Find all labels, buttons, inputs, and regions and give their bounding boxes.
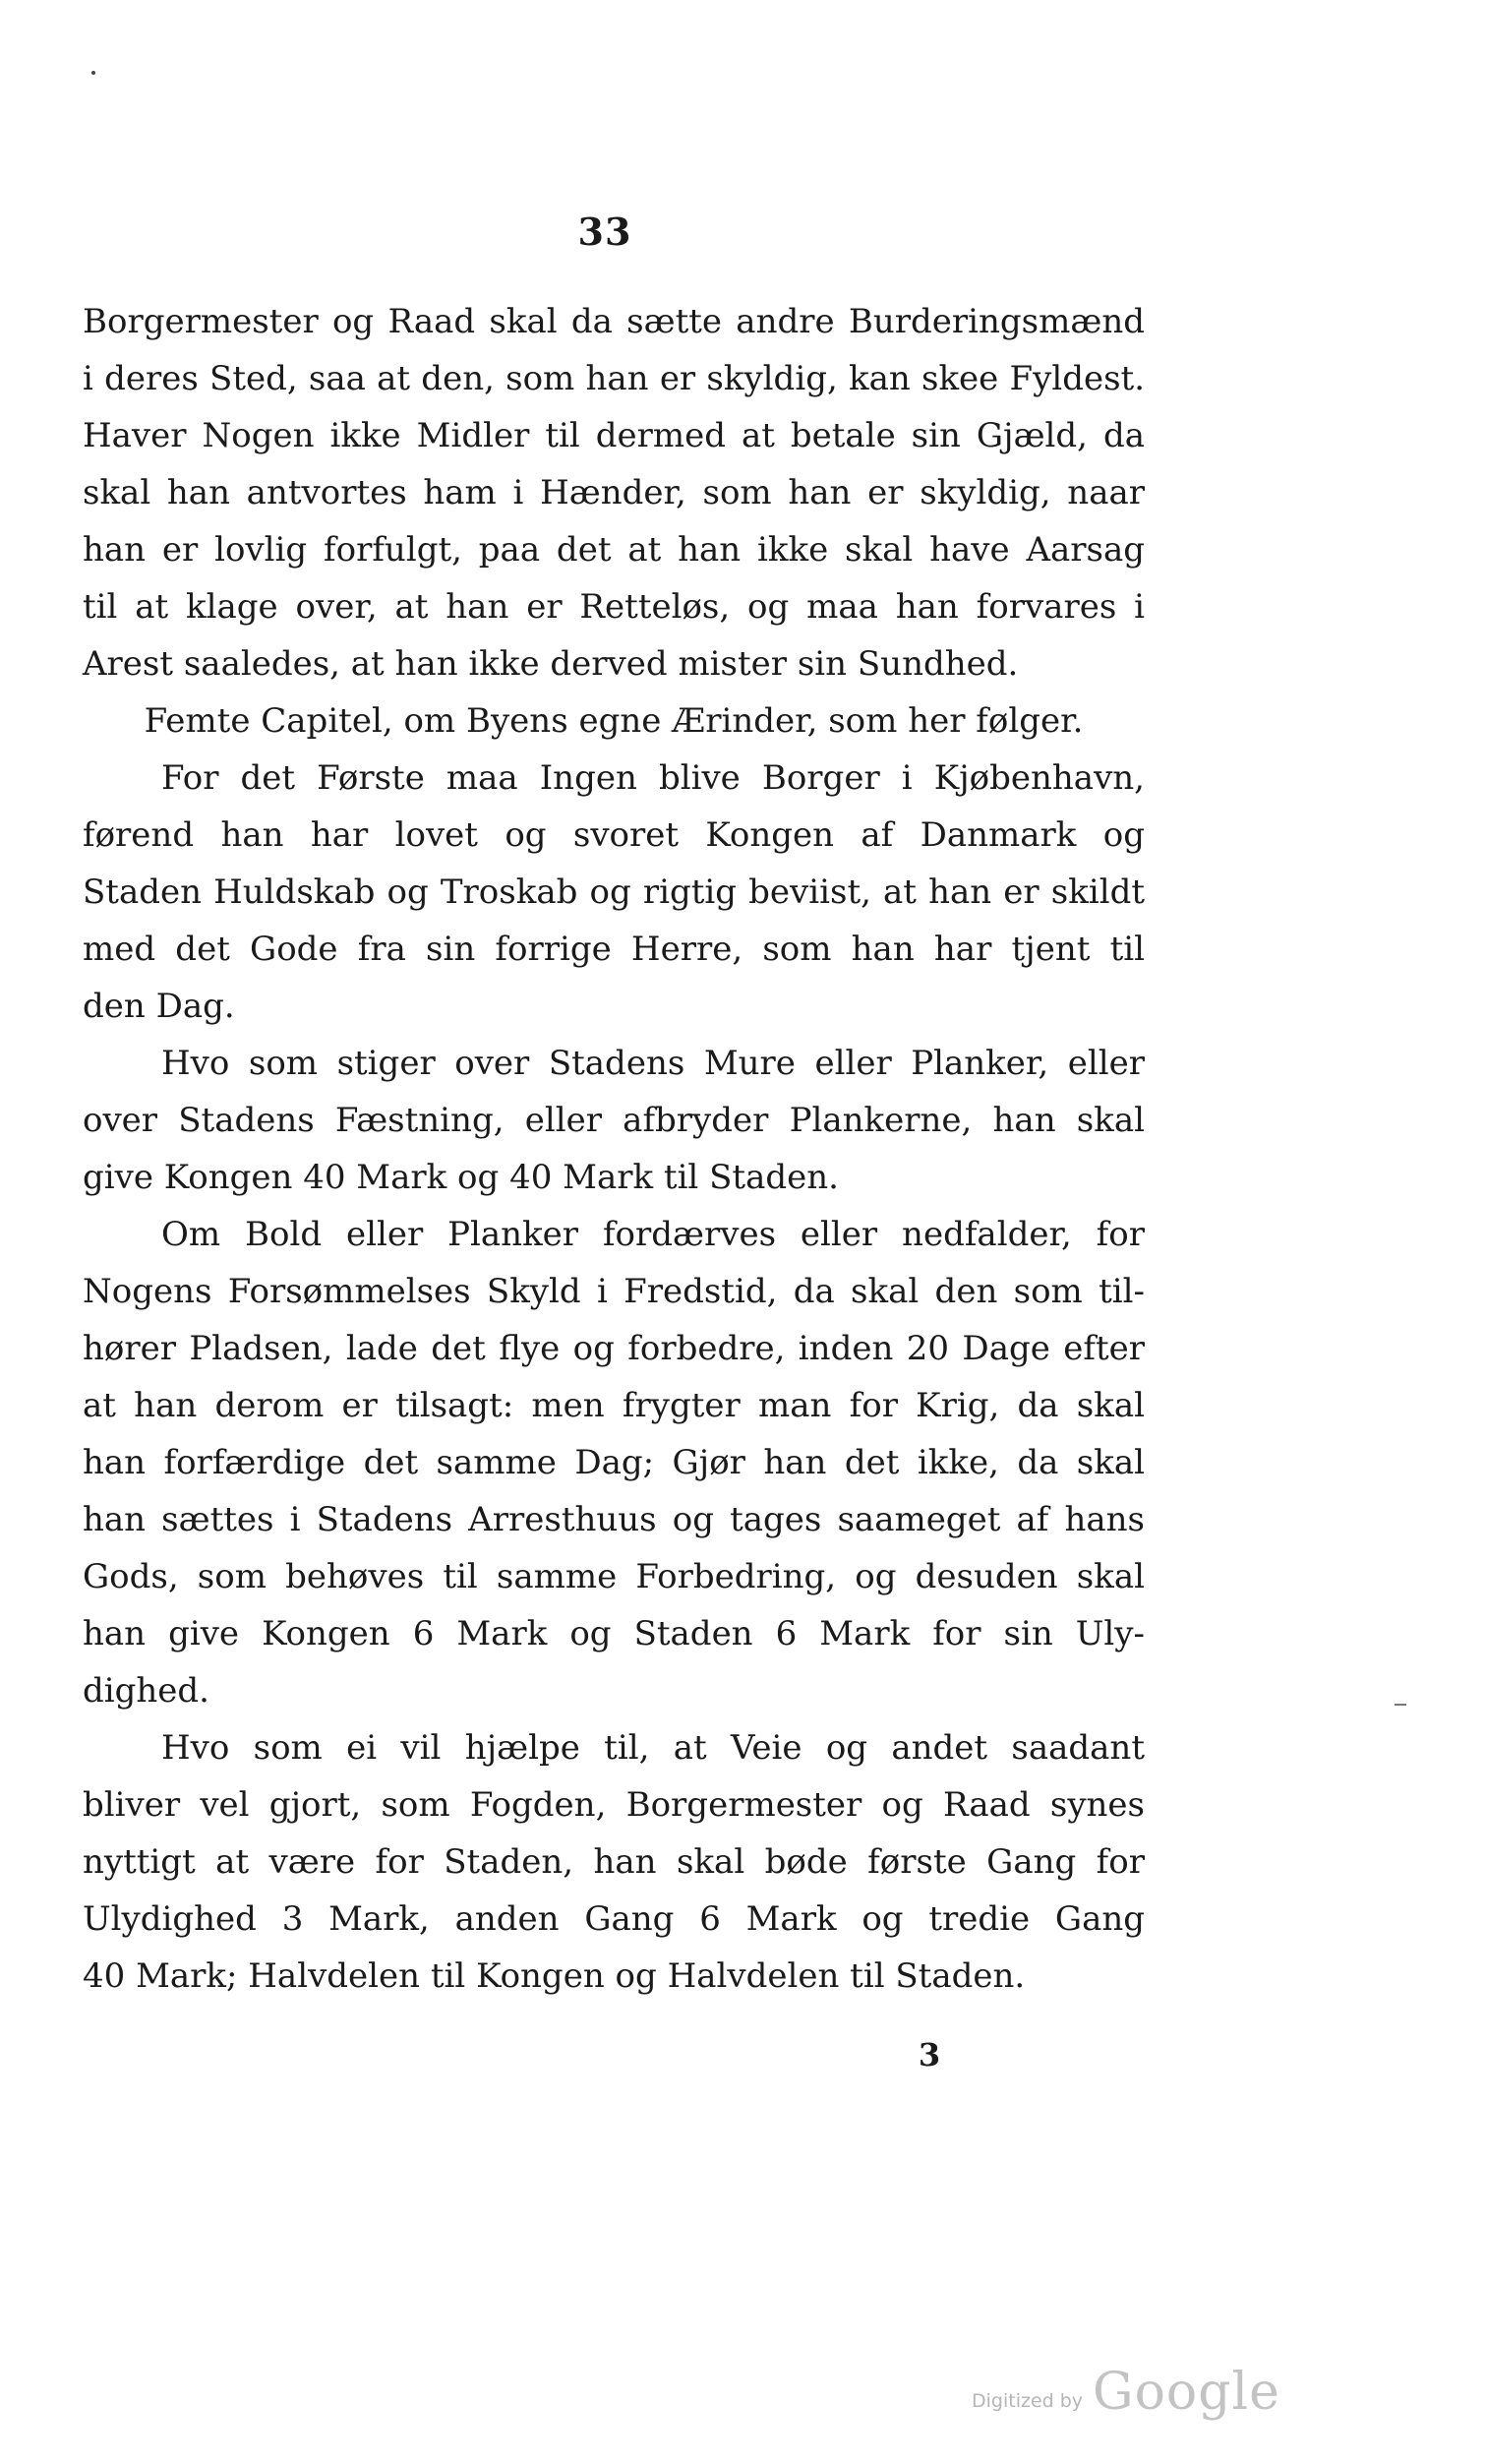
digitized-label: Digitized by — [972, 2390, 1084, 2412]
text-line: Borgermester og Raad skal da sætte andre Burderingsmænd — [83, 302, 1145, 341]
margin-mark — [1395, 1704, 1406, 1706]
text-line: i deres Sted, saa at den, som han er skyldig, kan skee Fyldest. — [83, 359, 1145, 398]
digitized-by-watermark — [972, 2361, 1280, 2420]
text-line: Gods, som behøves til samme Forbedring, og desuden skal — [83, 1557, 1145, 1596]
text-line: Om Bold eller Planker fordærves eller nedfalder, for — [161, 1215, 1145, 1254]
page-number: 33 — [577, 210, 632, 254]
text-line: Ulydighed 3 Mark, anden Gang 6 Mark og tredie Gang — [83, 1899, 1145, 1939]
text-line: 40 Mark; Halvdelen til Kongen og Halvdelen til Staden. — [83, 1956, 1026, 1996]
text-line: hører Pladsen, lade det flye og forbedre, inden 20 Dage efter — [83, 1329, 1145, 1368]
text-line: med det Gode fra sin forrige Herre, som han har tjent til — [83, 930, 1145, 969]
text-line: han er lovlig forfulgt, paa det at han ikke skal have Aarsag — [83, 530, 1145, 570]
text-line: skal han antvortes ham i Hænder, som han er skyldig, naar — [83, 473, 1145, 512]
paper-speck — [91, 71, 95, 75]
text-line: For det Første maa Ingen blive Borger i Kjøbenhavn, — [161, 758, 1145, 798]
text-line: dighed. — [83, 1671, 209, 1711]
body-text — [83, 293, 1145, 2005]
text-line: han sættes i Stadens Arresthuus og tages saameget af hans — [83, 1500, 1145, 1539]
text-line: til at klage over, at han er Retteløs, og maa han forvares i — [83, 587, 1145, 627]
text-line: Nogens Forsømmelses Skyld i Fredstid, da skal den som til- — [83, 1272, 1145, 1311]
text-line: han forfærdige det samme Dag; Gjør han det ikke, da skal — [83, 1443, 1145, 1482]
google-logo: Google — [1093, 2363, 1280, 2422]
text-line: over Stadens Fæstning, eller afbryder Plankerne, han skal — [83, 1101, 1145, 1140]
text-line: førend han har lovet og svoret Kongen af Danmark og — [83, 815, 1145, 855]
text-line: Haver Nogen ikke Midler til dermed at betale sin Gjæld, da — [83, 416, 1145, 455]
text-line: give Kongen 40 Mark og 40 Mark til Staden. — [83, 1158, 839, 1197]
text-line: Arest saaledes, at han ikke derved mister sin Sundhed. — [83, 644, 1019, 684]
text-line: Hvo som ei vil hjælpe til, at Veie og andet saadant — [161, 1728, 1145, 1768]
text-line: nyttigt at være for Staden, han skal bøde første Gang for — [83, 1842, 1145, 1882]
text-line: Hvo som stiger over Stadens Mure eller Planker, eller — [161, 1044, 1145, 1083]
text-line: Staden Huldskab og Troskab og rigtig beviist, at han er skildt — [83, 872, 1145, 912]
text-line: at han derom er tilsagt: men frygter man for Krig, da skal — [83, 1386, 1145, 1425]
chapter-heading: Femte Capitel, om Byens egne Ærinder, som her følger. — [144, 701, 1084, 741]
text-line: den Dag. — [83, 987, 235, 1026]
printer-signature-mark: 3 — [918, 2036, 941, 2073]
text-line: han give Kongen 6 Mark og Staden 6 Mark for sin Uly- — [83, 1614, 1145, 1653]
text-line: bliver vel gjort, som Fogden, Borgermester og Raad synes — [83, 1785, 1145, 1825]
